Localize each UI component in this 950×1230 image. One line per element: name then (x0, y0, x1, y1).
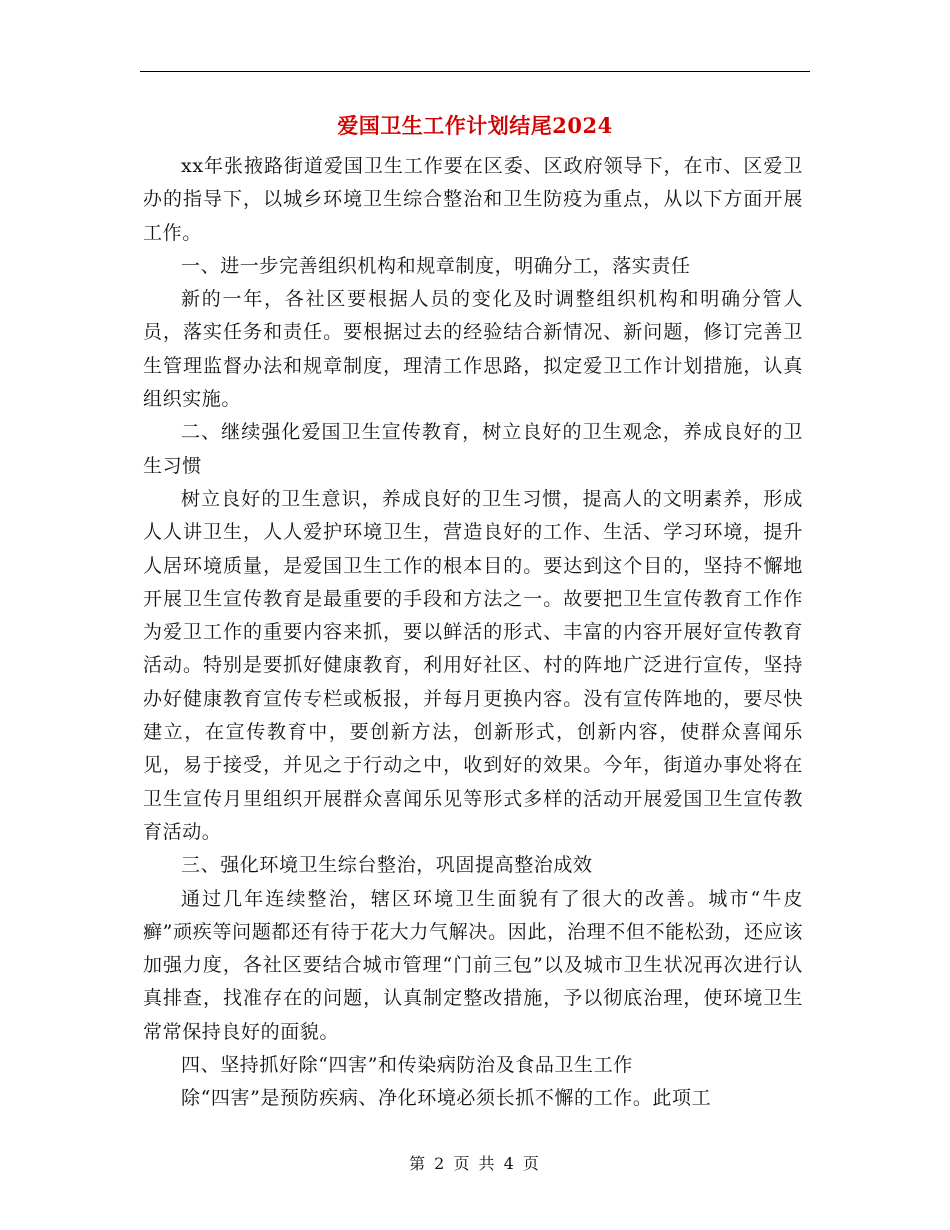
section-heading-2: 二、继续强化爱国卫生宣传教育，树立良好的卫生观念，养成良好的卫生习惯 (143, 421, 803, 477)
paragraph-3: 通过几年连续整治，辖区环境卫生面貌有了很大的改善。城市“牛皮癣”顽疾等问题都还有待于花大力气解决。因此，治理不但不能松劲，还应该加强力度，各社区要结合城市管理“门前三包”以及城市卫生状况再次进行认真排查，找准存在的问题，认真制定整改措施，予以彻底治理，使环境卫生常常保持良好的面貌。 (143, 887, 803, 1043)
document-title: 爱国卫生工作计划结尾2024 (337, 113, 613, 138)
paragraph-4: 除“四害”是预防疾病、净化环境必须长抓不懈的工作。此项工 (181, 1087, 712, 1110)
paragraph-2: 树立良好的卫生意识，养成良好的卫生习惯，提高人的文明素养，形成人人讲卫生，人人爱护环境卫生，营造良好的工作、生活、学习环境，提升人居环境质量，是爱国卫生工作的根本目的。要达到这个目的，坚持不懈地开展卫生宣传教育是最重要的手段和方法之一。故要把卫生宣传教育工作作为爱卫工作的重要内容来抓，要以鲜活的形式、丰富的内容开展好宣传教育活动。特别是要抓好健康教育，利用好社区、村的阵地广泛进行宣传，坚持办好健康教育宣传专栏或板报，并每月更换内容。没有宣传阵地的，要尽快建立，在宣传教育中，要创新方法，创新形式，创新内容，使群众喜闻乐见，易于接受，并见之于行动之中，收到好的效果。今年，街道办事处将在卫生宣传月里组织开展群众喜闻乐见等形式多样的活动开展爱国卫生宣传教育活动。 (143, 487, 803, 843)
paragraph-intro: xx年张掖路街道爱国卫生工作要在区委、区政府领导下，在市、区爱卫办的指导下，以城乡环境卫生综合整治和卫生防疫为重点，从以下方面开展工作。 (143, 155, 803, 244)
section-heading-3: 三、强化环境卫生综台整治，巩固提高整治成效 (181, 854, 593, 877)
header-rule (140, 71, 810, 72)
section-heading-1: 一、进一步完善组织机构和规章制度，明确分工，落实责任 (181, 254, 691, 277)
page-number-footer: 第 2 页 共 4 页 (409, 1154, 541, 1173)
document-body (143, 150, 803, 1116)
paragraph-1: 新的一年，各社区要根据人员的变化及时调整组织机构和明确分管人员，落实任务和责任。要根据过去的经验结合新情况、新问题，修订完善卫生管理监督办法和规章制度，理清工作思路，拟定爱卫工作计划措施，认真组织实施。 (143, 288, 803, 411)
section-heading-4: 四、坚持抓好除“四害”和传染病防治及食品卫生工作 (181, 1054, 633, 1077)
